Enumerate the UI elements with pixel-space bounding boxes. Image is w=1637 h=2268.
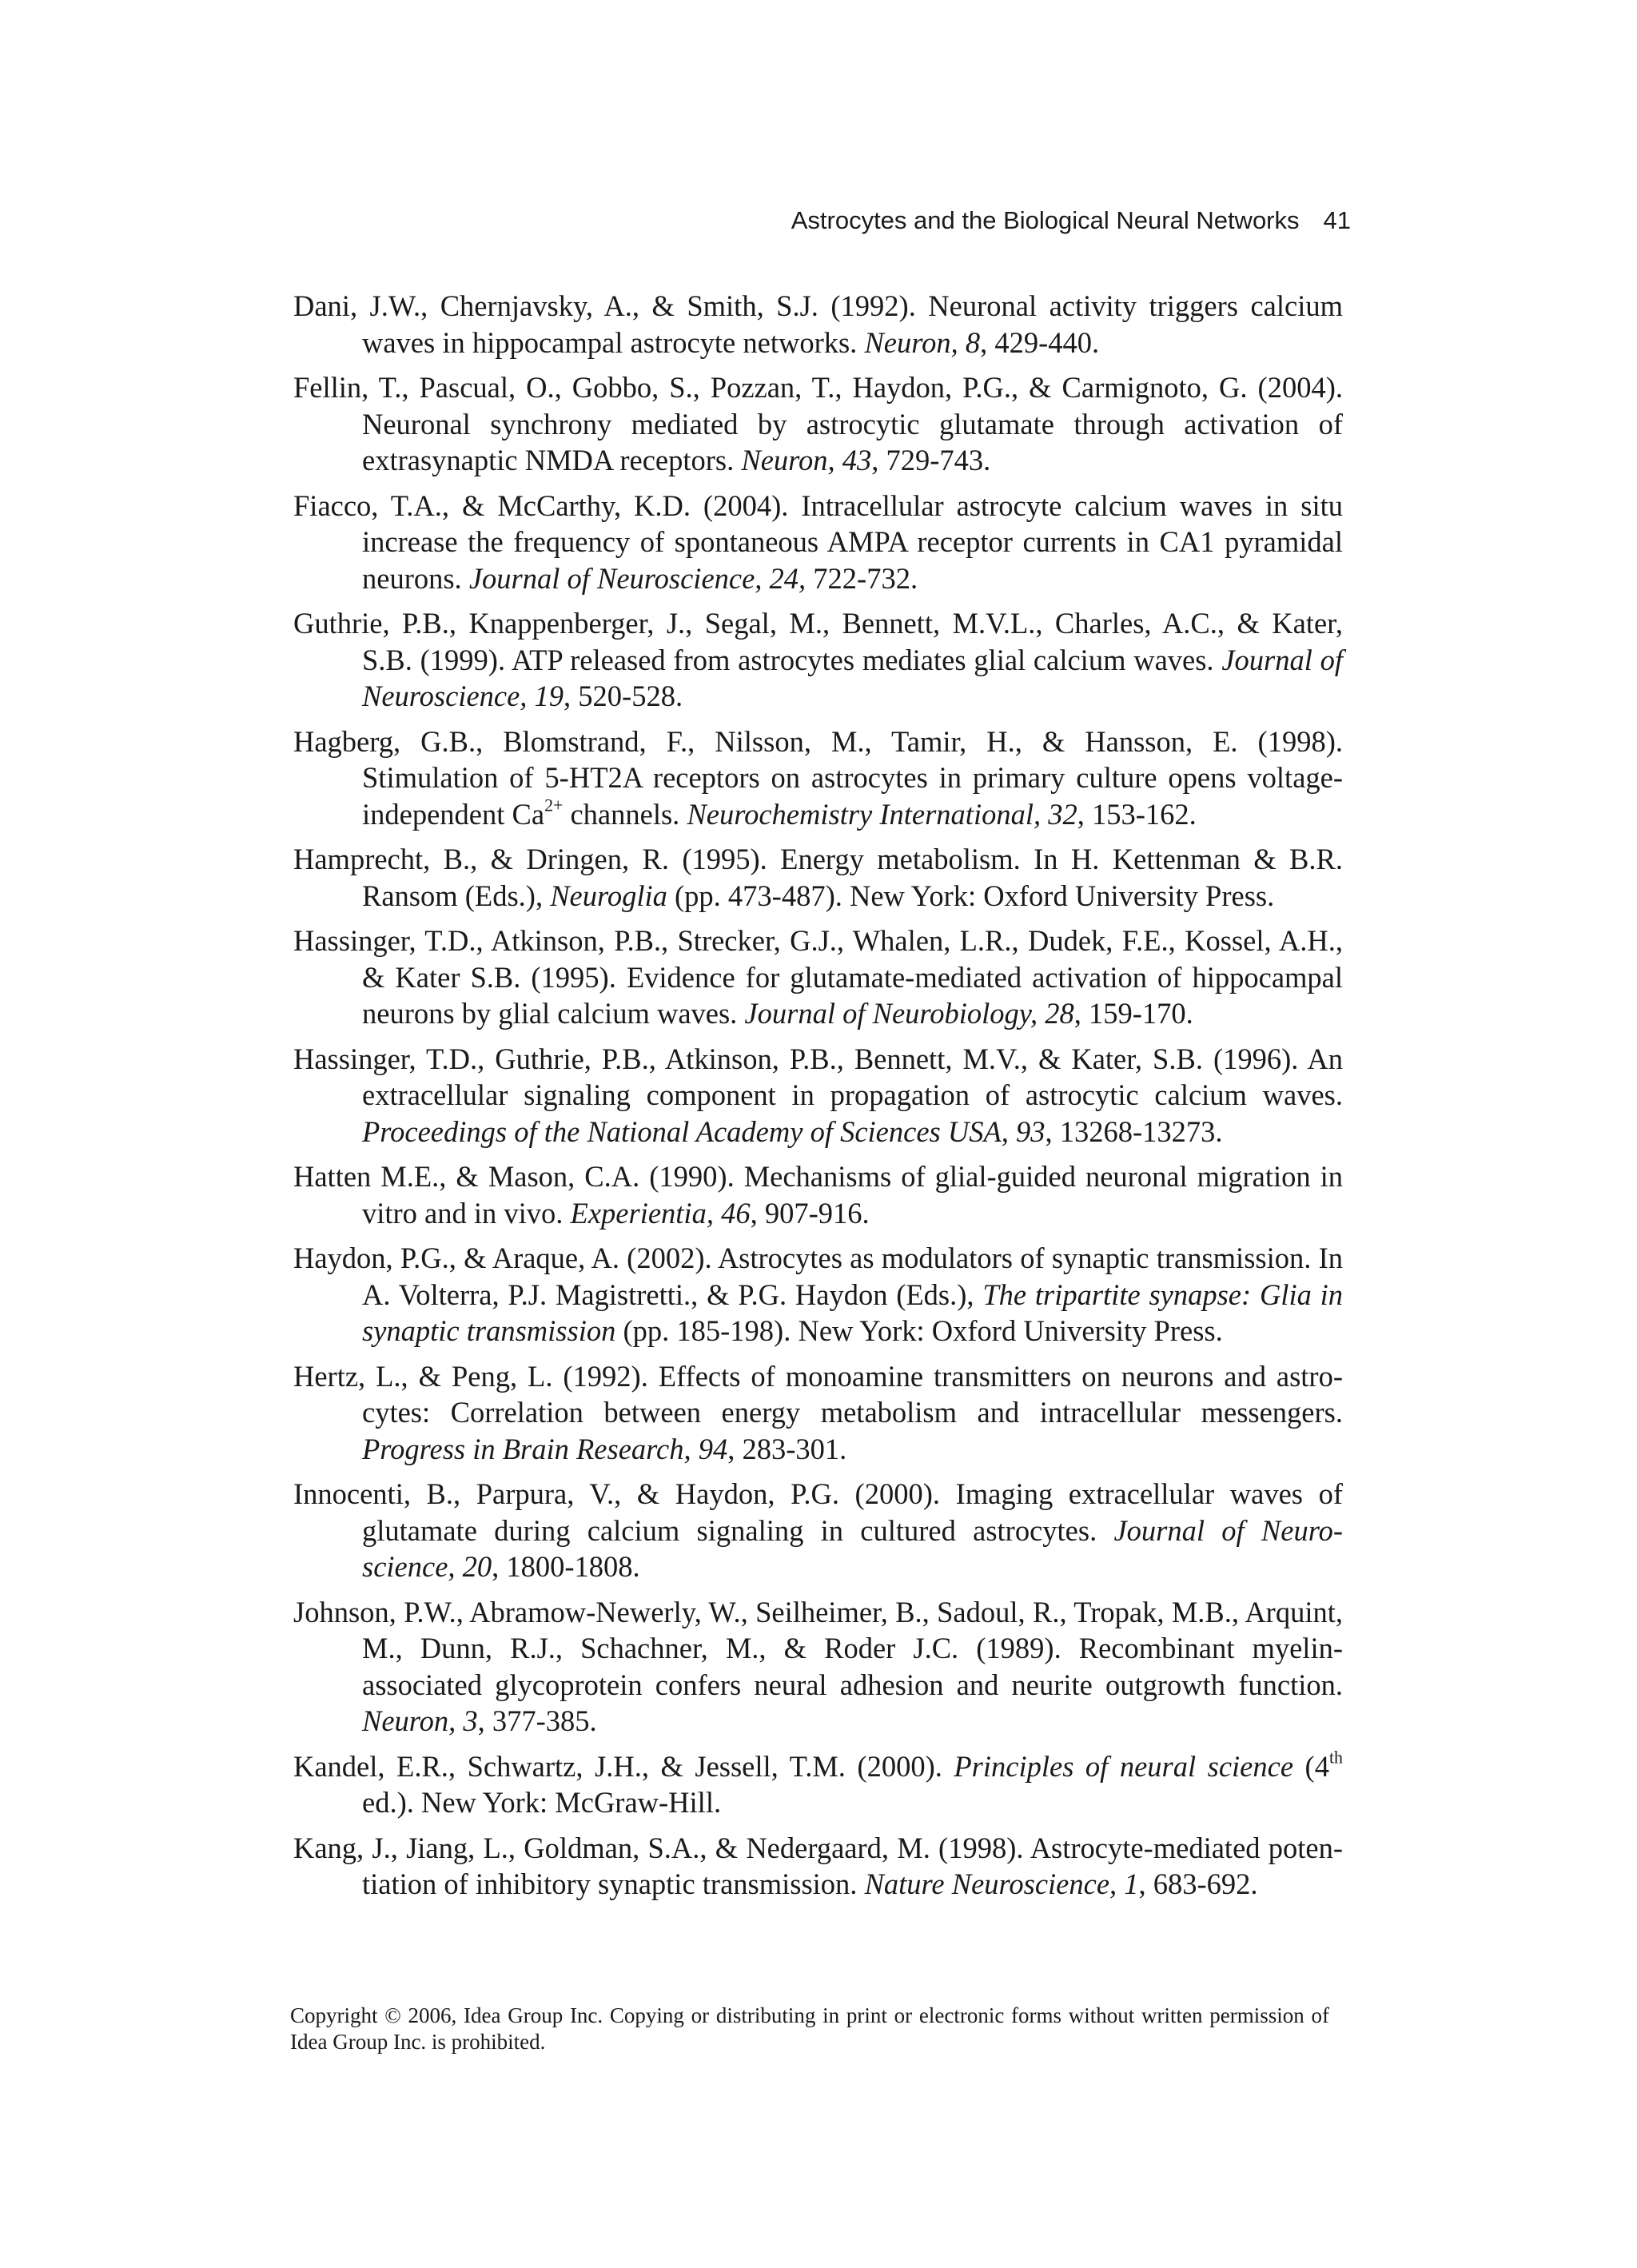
reference-entry: Guthrie, P.B., Knappenberger, J., Segal, M., Bennett, M.V.L., Charles, A.C., & Kater, S.B. (1999). ATP released from astrocytes mediates glial calcium waves. Journal of Neuroscience, 19, 520-528. <box>293 607 1344 712</box>
reference-entry: Hassinger, T.D., Guthrie, P.B., Atkinson, P.B., Bennett, M.V., & Kater, S.B. (1996). An extracellular signaling component in propagation of astrocytic calcium waves. Proceedings of the National Academy of Sciences USA, 93, 13268-13273. <box>293 1042 1343 1148</box>
reference-entry: Haydon, P.G., & Araque, A. (2002). Astrocytes as modulators of synaptic transmission. In A. Volterra, P.J. Magistretti., & P.G. Haydon (Eds.), The tripartite synapse: Glia in synaptic transmission (pp. 185-198). New York: Oxford University Press. <box>293 1242 1343 1347</box>
reference-entry: Fellin, T., Pascual, O., Gobbo, S., Pozzan, T., Haydon, P.G., & Carmignoto, G. (2004). Neuronal synchrony mediated by astrocytic glutamate through activation of extrasynaptic NMDA receptors. Neuron, 43, 729-743. <box>293 371 1343 476</box>
reference-entry: Hassinger, T.D., Atkinson, P.B., Strecker, G.J., Whalen, L.R., Dudek, F.E., Kossel, A.H., & Kater S.B. (1995). Evidence for glutamate-mediated activation of hippocampal neurons by glial calcium waves. Journal of Neurobiology, 28, 159-170. <box>293 924 1343 1030</box>
reference-entry: Kandel, E.R., Schwartz, J.H., & Jessell, T.M. (2000). Principles of neural science (4th ed.). New York: McGraw-Hill. <box>293 1747 1343 1819</box>
reference-entry: Hertz, L., & Peng, L. (1992). Effects of monoamine transmitters on neurons and astro-cytes: Correlation between energy metabolism and intracellular messengers. Progress in Brain Research, 94, 283-301. <box>293 1359 1343 1465</box>
reference-entry: Kang, J., Jiang, L., Goldman, S.A., & Nedergaard, M. (1998). Astrocyte-mediated poten-tiation of inhibitory synaptic transmission. Nature Neuroscience, 1, 683-692. <box>293 1831 1343 1900</box>
reference-entry: Hagberg, G.B., Blomstrand, F., Nilsson, M., Tamir, H., & Hansson, E. (1998). Stimulation of 5-HT2A receptors on astrocytes in primary culture opens voltage-independent $Ca^{2+}$ channels. Neurochemistry International, 32, 153-162. <box>293 724 1343 831</box>
reference-entry: Hatten M.E., & Mason, C.A. (1990). Mechanisms of glial-guided neuronal migration in vitro and in vivo. Experientia, 46, 907-916. <box>293 1160 1343 1230</box>
reference-entry: Innocenti, B., Parpura, V., & Haydon, P.G. (2000). Imaging extracellular waves of glutamate during calcium signaling in cultured astrocytes. Journal of Neuro-science, 20, 1800-1808. <box>293 1477 1343 1583</box>
reference-entry: Fiacco, T.A., & McCarthy, K.D. (2004). Intracellular astrocyte calcium waves in situ increase the frequency of spontaneous AMPA receptor currents in CA1 pyramidal neurons. Journal of Neuroscience, 24, 722-732. <box>293 488 1343 595</box>
running-title: Astrocytes and the Biological Neural Networks <box>791 206 1300 234</box>
page-number: 41 <box>1323 206 1351 234</box>
reference-entry: Dani, J.W., Chernjavsky, A., & Smith, S.J. (1992). Neuronal activity triggers calcium waves in hippocampal astrocyte networks. Neuron, 8, 429-440. <box>293 289 1343 359</box>
running-head <box>288 205 1351 237</box>
copyright-notice: Copyright © 2006, Idea Group Inc. Copying or distributing in print or electronic forms without written permission of Idea Group Inc. is prohibited. <box>290 2003 1329 2054</box>
reference-entry: Hamprecht, B., & Dringen, R. (1995). Energy metabolism. In H. Kettenman & B.R. Ransom (Eds.), Neuroglia (pp. 473-487). New York: Oxford University Press. <box>293 843 1343 912</box>
reference-entry: Johnson, P.W., Abramow-Newerly, W., Seilheimer, B., Sadoul, R., Tropak, M.B., Arquint, M., Dunn, R.J., Schachner, M., & Roder J.C. (1989). Recombinant myelin-associated glycoprotein confers neural adhesion and neurite outgrowth function. Neuron, 3, 377-385. <box>293 1595 1343 1737</box>
reference-list <box>293 288 1343 1911</box>
